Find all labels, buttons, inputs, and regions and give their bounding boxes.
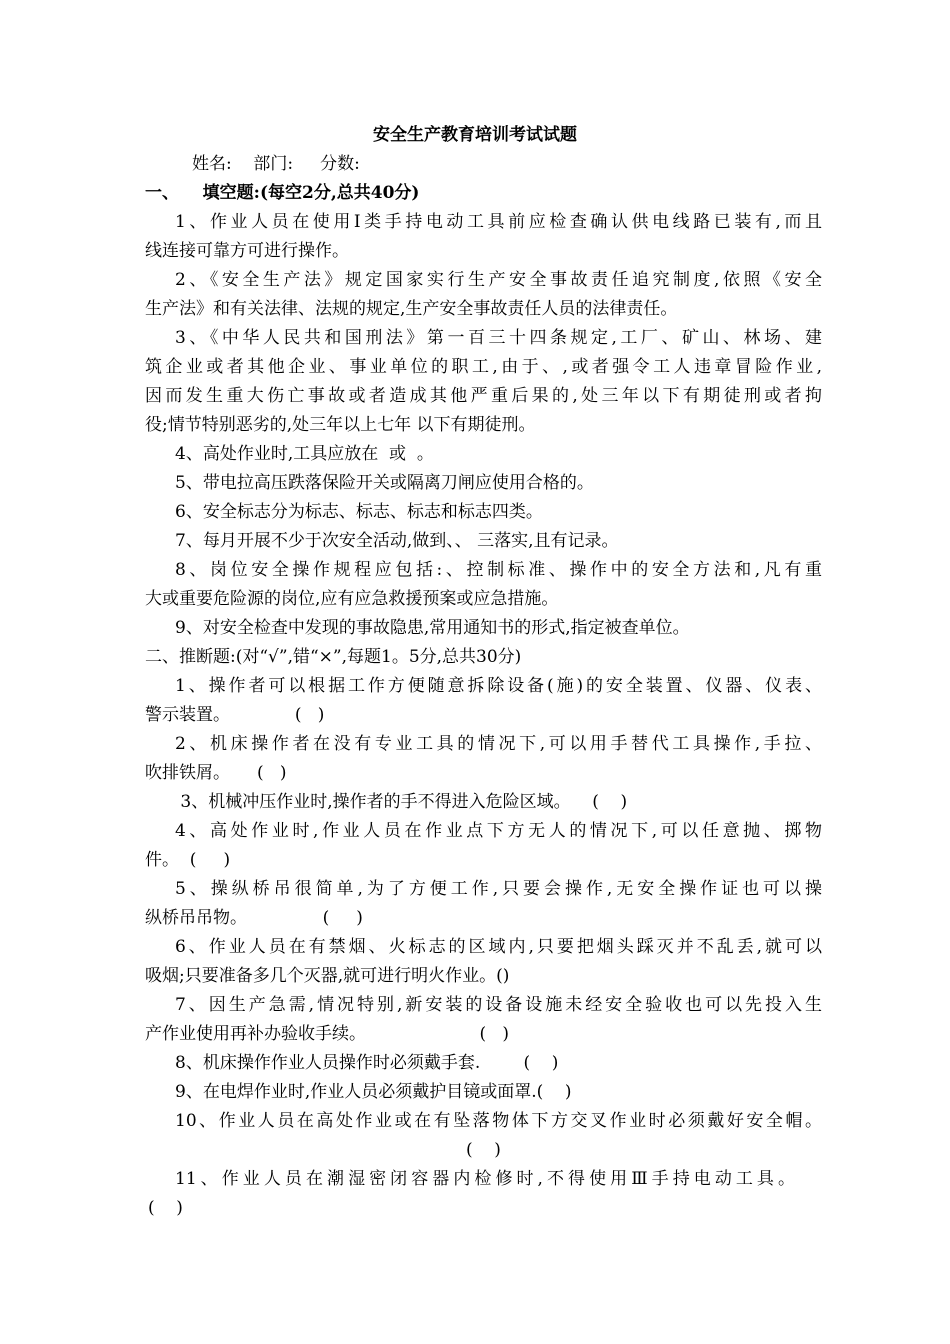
question-text: 吸烟;只要准备多几个灭器,就可进行明火作业。()	[145, 966, 510, 986]
question-text: 3、机械冲压作业时,操作者的手不得进入危险区域。 ( )	[175, 792, 628, 812]
question-text: 6、安全标志分为标志、标志、标志和标志四类。	[175, 502, 543, 522]
question-text: 2、《安全生产法》规定国家实行生产安全事故责任追究制度,依照《安全	[175, 270, 822, 290]
question-text: 因而发生重大伤亡事故或者造成其他严重后果的,处三年以下有期徒刑或者拘	[145, 386, 822, 406]
question-text: 3、《中华人民共和国刑法》第一百三十四条规定,工厂、矿山、林场、建	[175, 328, 822, 348]
question-text: 9、在电焊作业时,作业人员必须戴护目镜或面罩.( )	[175, 1082, 572, 1102]
question-text: 线连接可靠方可进行操作。	[145, 241, 349, 261]
question-text: 11、作业人员在潮湿密闭容器内检修时,不得使用Ⅲ手持电动工具。	[175, 1169, 795, 1189]
question-text: 9、对安全检查中发现的事故隐患,常用通知书的形式,指定被查单位。	[175, 618, 690, 638]
question-text: ( )	[148, 1198, 183, 1218]
question-text: 1、作业人员在使用Ⅰ类手持电动工具前应检查确认供电线路已装有,而且	[175, 212, 822, 232]
section-1-heading: 一、 填空题:(每空2分,总共40分)	[145, 183, 420, 203]
question-text: 纵桥吊吊物。 ( )	[145, 908, 363, 928]
question-text: 10、作业人员在高处作业或在有坠落物体下方交叉作业时必须戴好安全帽。	[175, 1111, 822, 1131]
question-text: 7、因生产急需,情况特别,新安装的设备设施未经安全验收也可以先投入生	[175, 995, 822, 1015]
question-text: 4、高处作业时,作业人员在作业点下方无人的情况下,可以任意抛、掷物	[175, 821, 822, 841]
question-text: 5、操纵桥吊很简单,为了方便工作,只要会操作,无安全操作证也可以操	[175, 879, 822, 899]
question-text: 警示装置。 ( )	[145, 705, 325, 725]
question-text: 2、机床操作者在没有专业工具的情况下,可以用手替代工具操作,手拉、	[175, 734, 822, 754]
page-title: 安全生产教育培训考试试题	[373, 125, 577, 145]
question-text: 1、操作者可以根据工作方便随意拆除设备(施)的安全装置、仪器、仪表、	[175, 676, 822, 696]
question-text: 生产法》和有关法律、法规的规定,生产安全事故责任人员的法律责任。	[145, 299, 678, 319]
question-text: ( )	[466, 1140, 501, 1160]
question-text: 6、作业人员在有禁烟、火标志的区域内,只要把烟头踩灭并不乱丢,就可以	[175, 937, 822, 957]
question-text: 5、带电拉高压跌落保险开关或隔离刀闸应使用合格的。	[175, 473, 594, 493]
section-2-heading: 二、推断题:(对“√”,错“×”,每题1。5分,总共30分)	[145, 647, 522, 667]
question-text: 吹排铁屑。 ( )	[145, 763, 287, 783]
question-text: 产作业使用再补办验收手续。 ( )	[145, 1024, 509, 1044]
header-info-line: 姓名: 部门: 分数:	[192, 154, 360, 174]
question-text: 大或重要危险源的岗位,应有应急救援预案或应急措施。	[145, 589, 559, 609]
question-text: 筑企业或者其他企业、事业单位的职工,由于、,或者强令工人违章冒险作业,	[145, 357, 822, 377]
question-text: 4、高处作业时,工具应放在 或 。	[175, 444, 434, 464]
question-text: 8、机床操作作业人员操作时必须戴手套. ( )	[175, 1053, 559, 1073]
question-text: 役;情节特别恶劣的,处三年以上七年 以下有期徒刑。	[145, 415, 536, 435]
question-text: 件。 ( )	[145, 850, 231, 870]
question-text: 7、每月开展不少于次安全活动,做到、、 三落实,且有记录。	[175, 531, 619, 551]
question-text: 8、岗位安全操作规程应包括:、控制标准、操作中的安全方法和,凡有重	[175, 560, 822, 580]
